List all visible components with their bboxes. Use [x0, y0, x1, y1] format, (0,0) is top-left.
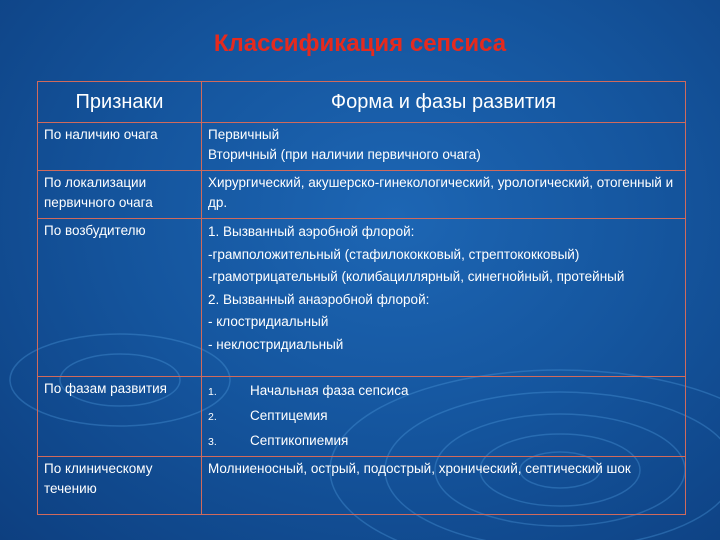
- row-label: По клиническому течению: [38, 457, 202, 515]
- table-row: [38, 457, 686, 515]
- value-line: Хирургический, акушерско-гинекологический, урологический, отогенный и др.: [208, 175, 674, 210]
- value-line: -грамотрицательный (колибациллярный, синегнойный, протейный: [208, 269, 625, 284]
- table-header-row: [38, 82, 686, 123]
- value-line: Первичный: [208, 127, 280, 142]
- row-value: [202, 377, 686, 457]
- slide-title: Классификация сепсиса: [213, 30, 507, 57]
- item-number: 1.: [208, 386, 217, 398]
- item-number: 3.: [208, 436, 217, 448]
- value-line: Вторичный (при наличии первичного очага): [208, 147, 481, 162]
- classification-table: [37, 81, 686, 515]
- table-row: [38, 171, 686, 219]
- table-row: [38, 219, 686, 377]
- table-row: [38, 377, 686, 457]
- row-label: По возбудителю: [38, 219, 202, 377]
- numbered-item: [208, 404, 679, 429]
- row-value: [202, 123, 686, 171]
- row-value: [202, 457, 686, 515]
- row-label: По локализации первичного очага: [38, 171, 202, 219]
- row-label: По фазам развития: [38, 377, 202, 457]
- row-label: По наличию очага: [38, 123, 202, 171]
- value-line: - клостридиальный: [208, 314, 329, 329]
- header-signs: Признаки: [38, 82, 202, 123]
- value-line: 1. Вызванный аэробной флорой:: [208, 224, 415, 239]
- item-text: Септицемия: [250, 408, 328, 423]
- item-number: 2.: [208, 411, 217, 423]
- value-line: - неклостридиальный: [208, 336, 344, 352]
- row-value: [202, 171, 686, 219]
- item-text: Септикопиемия: [250, 433, 349, 448]
- item-text: Начальная фаза сепсиса: [250, 383, 409, 398]
- value-line: Молниеносный, острый, подострый, хронический, септический шок: [208, 461, 631, 476]
- table-row: [38, 123, 686, 171]
- value-line: 2. Вызванный анаэробной флорой:: [208, 291, 430, 307]
- numbered-item: [208, 429, 679, 454]
- header-forms: Форма и фазы развития: [202, 82, 686, 123]
- numbered-item: [208, 379, 679, 404]
- row-value: [202, 219, 686, 377]
- value-line: -грамположительный (стафилококковый, стрептококковый): [208, 246, 580, 262]
